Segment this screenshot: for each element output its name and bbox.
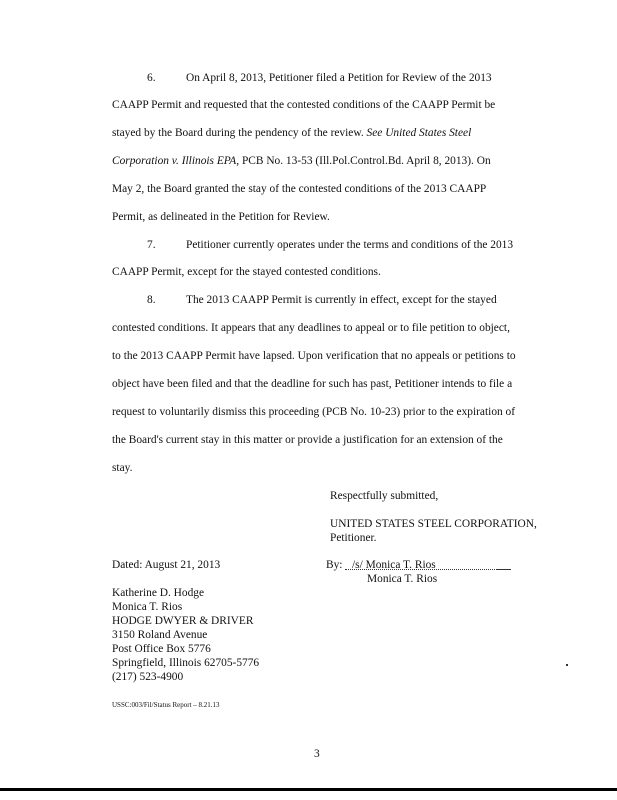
paragraph-8-line-4: object have been filed and that the deadline for such has past, Petitioner intends to file a — [112, 378, 513, 390]
paragraph-7-line-2: CAAPP Permit, except for the stayed contested conditions. — [112, 266, 381, 278]
signature-line — [345, 569, 511, 570]
counsel-line-5: Post Office Box 5776 — [112, 643, 211, 655]
paragraph-7-line-1: Petitioner currently operates under the terms and conditions of the 2013 — [186, 239, 514, 251]
counsel-line-2: Monica T. Rios — [112, 601, 183, 613]
citation-case-name: Corporation v. Illinois EPA, — [112, 155, 240, 167]
paragraph-8-line-7: stay. — [112, 462, 133, 474]
dated-line: Dated: August 21, 2013 — [112, 559, 221, 571]
counsel-line-3: HODGE DWYER & DRIVER — [112, 615, 254, 627]
paragraph-8-line-6: the Board's current stay in this matter or provide a justification for an extension of the — [112, 434, 503, 446]
paragraph-6-line-1: On April 8, 2013, Petitioner filed a Petition for Review of the 2013 — [186, 72, 492, 84]
paragraph-7-number: 7. — [147, 239, 156, 251]
signature: /s/ Monica T. Rios — [352, 559, 436, 571]
counsel-line-4: 3150 Roland Avenue — [112, 629, 208, 641]
paragraph-6-line-6: Permit, as delineated in the Petition for Review. — [112, 211, 330, 223]
company-name: UNITED STATES STEEL CORPORATION, — [330, 518, 537, 530]
respectfully-submitted: Respectfully submitted, — [330, 490, 439, 502]
page-bottom-border — [0, 788, 617, 791]
page-number: 3 — [314, 748, 320, 760]
paragraph-6-line-4 — [112, 154, 491, 168]
party-role: Petitioner. — [330, 532, 377, 544]
paragraph-6-number: 6. — [147, 72, 156, 84]
file-reference: USSC:003/Fil/Status Report – 8.21.13 — [112, 701, 220, 709]
citation-intro: See United States Steel — [366, 127, 472, 139]
scan-speck — [566, 664, 568, 666]
by-label: By: — [326, 559, 343, 571]
citation-rest: PCB No. 13-53 (Ill.Pol.Control.Bd. April 8, 2013). On — [239, 155, 491, 167]
counsel-line-6: Springfield, Illinois 62705-5776 — [112, 657, 260, 669]
signer-name: Monica T. Rios — [367, 573, 438, 585]
counsel-line-1: Katherine D. Hodge — [112, 587, 205, 599]
signature-line-end — [496, 569, 511, 570]
paragraph-8-line-2: contested conditions. It appears that any deadlines to appeal or to file petition to object, — [112, 322, 510, 334]
paragraph-8-number: 8. — [147, 294, 156, 306]
paragraph-6-line-3 — [112, 126, 471, 140]
paragraph-6-line-3-text: stayed by the Board during the pendency of the review. — [112, 127, 364, 139]
paragraph-6-line-5: May 2, the Board granted the stay of the contested conditions of the 2013 CAAPP — [112, 183, 487, 195]
paragraph-8-line-5: request to voluntarily dismiss this proceeding (PCB No. 10-23) prior to the expiration of — [112, 406, 516, 418]
paragraph-8-line-1: The 2013 CAAPP Permit is currently in effect, except for the stayed — [186, 294, 497, 306]
counsel-line-7: (217) 523-4900 — [112, 671, 184, 683]
paragraph-6-line-2: CAAPP Permit and requested that the contested conditions of the CAAPP Permit be — [112, 99, 496, 111]
paragraph-8-line-3: to the 2013 CAAPP Permit have lapsed. Upon verification that no appeals or petitions to — [112, 350, 516, 362]
